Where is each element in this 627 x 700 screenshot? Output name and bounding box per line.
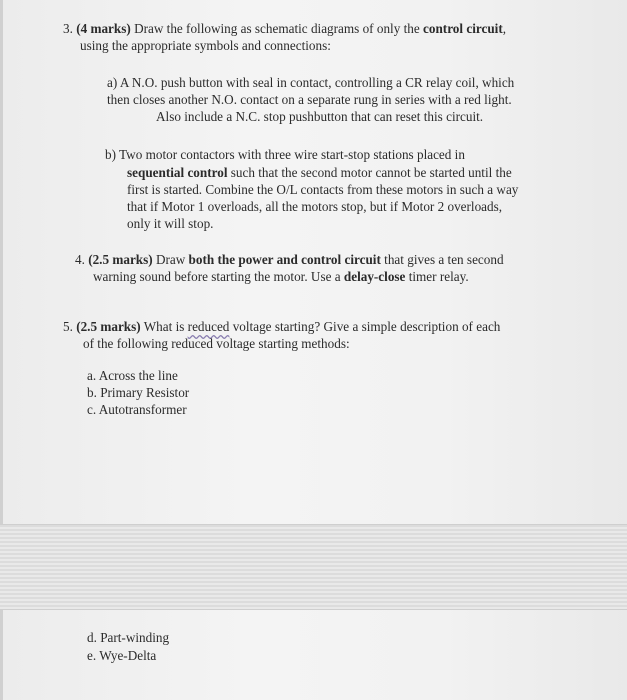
q3-emphasis: control circuit xyxy=(423,21,503,36)
q3a-line-3: Also include a N.C. stop pushbutton that can reset this circuit. xyxy=(156,109,484,124)
q3b-emphasis: sequential control xyxy=(127,165,228,180)
q4-emphasis-2: delay-close xyxy=(343,269,406,284)
q3b-line-4: that if Motor 1 overloads, all the motors stop, but if Motor 2 overloads, xyxy=(127,199,503,214)
q3-number: 3. xyxy=(63,21,73,36)
q4-text-c: warning sound before starting the motor. Use a xyxy=(93,269,341,284)
q3-comma: , xyxy=(502,21,507,36)
q3b-text: such that the second motor cannot be started until the xyxy=(230,165,512,180)
q5-number: 5. xyxy=(63,319,73,334)
page-break-band xyxy=(0,524,627,610)
q4-line-2 xyxy=(93,268,469,286)
q3b-line-1: b) Two motor contactors with three wire start-stop stations placed in xyxy=(105,147,465,162)
q5-marks: (2.5 marks) xyxy=(76,319,141,334)
q5-item-b: b. Primary Resistor xyxy=(87,385,190,400)
q4-text-d: timer relay. xyxy=(408,269,469,284)
q3-text: Draw the following as schematic diagrams of only the xyxy=(134,21,420,36)
q5-item-d: d. Part-winding xyxy=(87,630,170,645)
q4-emphasis: both the power and control circuit xyxy=(188,252,381,267)
q3b-line-2 xyxy=(127,164,512,182)
q5-text-b: voltage starting? Give a simple description of each xyxy=(232,319,501,334)
q3a-line-2: then closes another N.O. contact on a separate rung in series with a red light. xyxy=(107,92,512,107)
q3-line-1 xyxy=(63,20,506,38)
q5-line-2: of the following reduced voltage starting methods: xyxy=(83,336,350,351)
q4-text-a: Draw xyxy=(155,252,186,267)
q3b-line-5: only it will stop. xyxy=(127,216,214,231)
q5-item-a: a. Across the line xyxy=(87,368,178,383)
q5-item-e: e. Wye-Delta xyxy=(87,648,157,663)
q3a-line-1: a) A N.O. push button with seal in contact, controlling a CR relay coil, which xyxy=(107,75,515,90)
q5-line-1 xyxy=(63,318,500,336)
q5-item-c: c. Autotransformer xyxy=(87,402,187,417)
q5-spellcheck-word: reduced xyxy=(187,319,230,334)
q3-line-2: using the appropriate symbols and connections: xyxy=(80,38,331,53)
q3-marks: (4 marks) xyxy=(76,21,131,36)
q4-marks: (2.5 marks) xyxy=(88,252,153,267)
q4-line-1 xyxy=(75,251,504,269)
q4-number: 4. xyxy=(75,252,85,267)
q3b-line-3: first is started. Combine the O/L contacts from these motors in such a way xyxy=(127,182,519,197)
q5-text-a: What is xyxy=(143,319,185,334)
q4-text-b: that gives a ten second xyxy=(384,252,504,267)
